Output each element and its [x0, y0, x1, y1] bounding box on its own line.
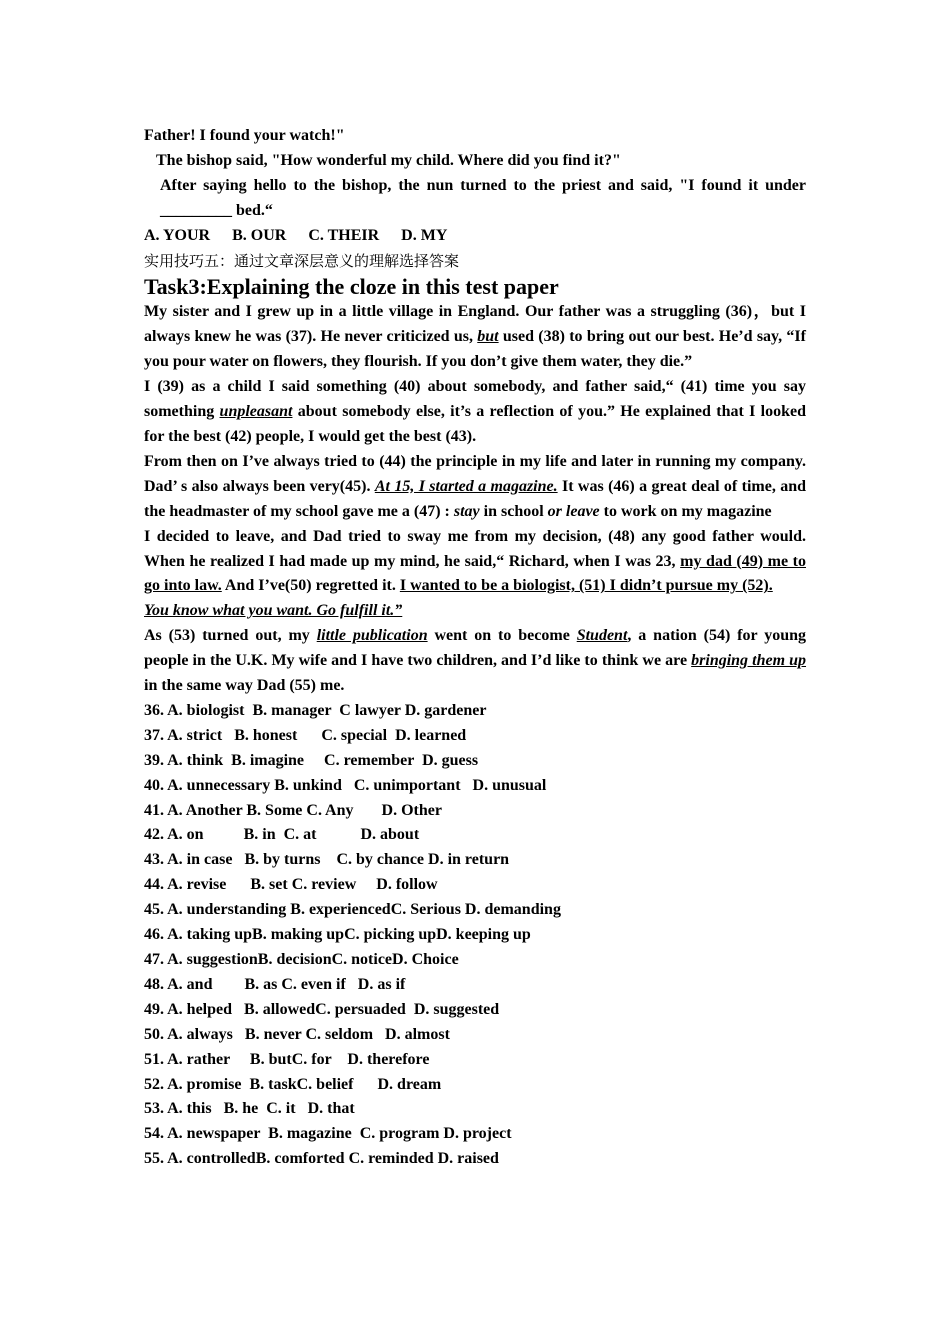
- passage-text: It was (46) a great deal of time, and the headmaster of my school gave me a (47) :: [144, 477, 806, 520]
- question-item: 37. A. strict B. honest C. special D. learned: [144, 726, 467, 744]
- emphasized-text: bringing them up: [691, 652, 807, 670]
- question-item: 52. A. promise B. taskC. belief D. dream: [144, 1075, 442, 1093]
- passage-paragraph-3: [144, 450, 806, 525]
- option-b: B. OUR: [232, 226, 287, 244]
- passage-paragraph-4: [144, 525, 806, 600]
- passage-text: My sister and I grew up in a little village in England. Our father was a struggling (36)，but I always knew he was (37). He never criticized us,: [144, 303, 806, 346]
- passage-paragraph-6: [144, 624, 806, 699]
- passage-text: used (38) to bring out our best. He’d say, “If you pour water on flowers, they flourish. If you don’t give them water, they die.”: [144, 328, 806, 371]
- emphasized-text: At 15, I started a magazine.: [374, 477, 558, 495]
- passage-text: And I’ve(50) regretted it.: [221, 577, 400, 595]
- question-item: 44. A. revise B. set C. review D. follow: [144, 876, 438, 894]
- passage-text: , a nation (54) for young people in the U.K. My wife and I have two children, and I’d like to think we are: [144, 627, 807, 670]
- question-item: 43. A. in case B. by turns C. by chance D. in return: [144, 851, 510, 869]
- question-item: 53. A. this B. he C. it D. that: [144, 1100, 355, 1118]
- question-item: 50. A. always B. never C. seldom D. almost: [144, 1025, 450, 1043]
- passage-text: about somebody else, it’s a reflection of you.” He explained that I looked for the best (42) people, I would get the best (43).: [144, 403, 806, 445]
- question-item: 46. A. taking upB. making upC. picking upD. keeping up: [144, 926, 531, 944]
- story-line: The bishop said, "How wonderful my child. Where did you find it?": [156, 151, 621, 169]
- italic-text: stay: [453, 502, 480, 520]
- passage-text: I (39) as a child I said something (40) about somebody, and father said,“ (41) time you say something: [144, 378, 806, 421]
- document-page: [144, 124, 806, 1172]
- emphasized-text: but: [477, 328, 499, 346]
- question-item: 39. A. think B. imagine C. remember D. guess: [144, 751, 479, 769]
- story-line: After saying hello to the bishop, the nun turned to the priest and said, "I found it under _________ bed.“: [160, 176, 806, 219]
- passage-text: to work on my magazine: [599, 502, 772, 520]
- option-a: A. YOUR: [144, 226, 211, 244]
- passage-text: in school: [479, 502, 548, 520]
- question-item: 36. A. biologist B. manager C lawyer D. gardener: [144, 701, 487, 719]
- question-item: 45. A. understanding B. experiencedC. Serious D. demanding: [144, 901, 561, 919]
- passage-text: As (53) turned out, my: [144, 627, 317, 645]
- italic-text: or leave: [547, 502, 600, 520]
- question-item: 47. A. suggestionB. decisionC. noticeD. Choice: [144, 951, 459, 968]
- passage-paragraph-1: [144, 300, 806, 375]
- question-item: 40. A. unnecessary B. unkind C. unimportant D. unusual: [144, 776, 547, 794]
- tip-heading: 实用技巧五：通过文章深层意义的理解选择答案: [144, 251, 460, 270]
- question-item: 49. A. helped B. allowedC. persuaded D. suggested: [144, 1000, 500, 1018]
- emphasized-text: Student: [576, 627, 628, 645]
- story-line: Father! I found your watch!": [144, 127, 345, 144]
- question-item: 51. A. rather B. butC. for D. therefore: [144, 1050, 430, 1068]
- passage-text: I decided to leave, and Dad tried to sway me from my decision, (48) any good father would. When he realized I had made up my mind, he said,“ Richard, when I was 23,: [144, 527, 806, 570]
- option-d: D. MY: [401, 226, 448, 244]
- question-item: 54. A. newspaper B. magazine C. program D. project: [144, 1125, 512, 1143]
- passage-paragraph-5: You know what you want. Go fulfill it.”: [144, 602, 403, 620]
- passage-text: went on to become: [427, 627, 577, 645]
- passage-text: From then on I’ve always tried to (44) the principle in my life and later in running my company. Dad’ s also always been very(45).: [144, 452, 806, 495]
- underlined-text: my dad (49) me to go into law.: [144, 552, 806, 595]
- question-item: 48. A. and B. as C. even if D. as if: [144, 975, 406, 993]
- question-item: 42. A. on B. in C. at D. about: [144, 826, 420, 844]
- question-list: [144, 699, 806, 1172]
- emphasized-text: unpleasant: [219, 403, 293, 421]
- task-title: Task3:Explaining the cloze in this test paper: [144, 274, 559, 300]
- underlined-text: I wanted to be a biologist, (51) I didn’t pursue my (52).: [399, 577, 773, 595]
- passage-text: in the same way Dad (55) me.: [144, 677, 345, 695]
- option-c: C. THEIR: [308, 226, 380, 244]
- passage-paragraph-2: [144, 375, 806, 450]
- answer-options: [144, 224, 806, 249]
- question-item: 55. A. controlledB. comforted C. reminded D. raised: [144, 1150, 499, 1168]
- question-item: 41. A. Another B. Some C. Any D. Other: [144, 801, 442, 819]
- emphasized-text: little publication: [316, 627, 428, 645]
